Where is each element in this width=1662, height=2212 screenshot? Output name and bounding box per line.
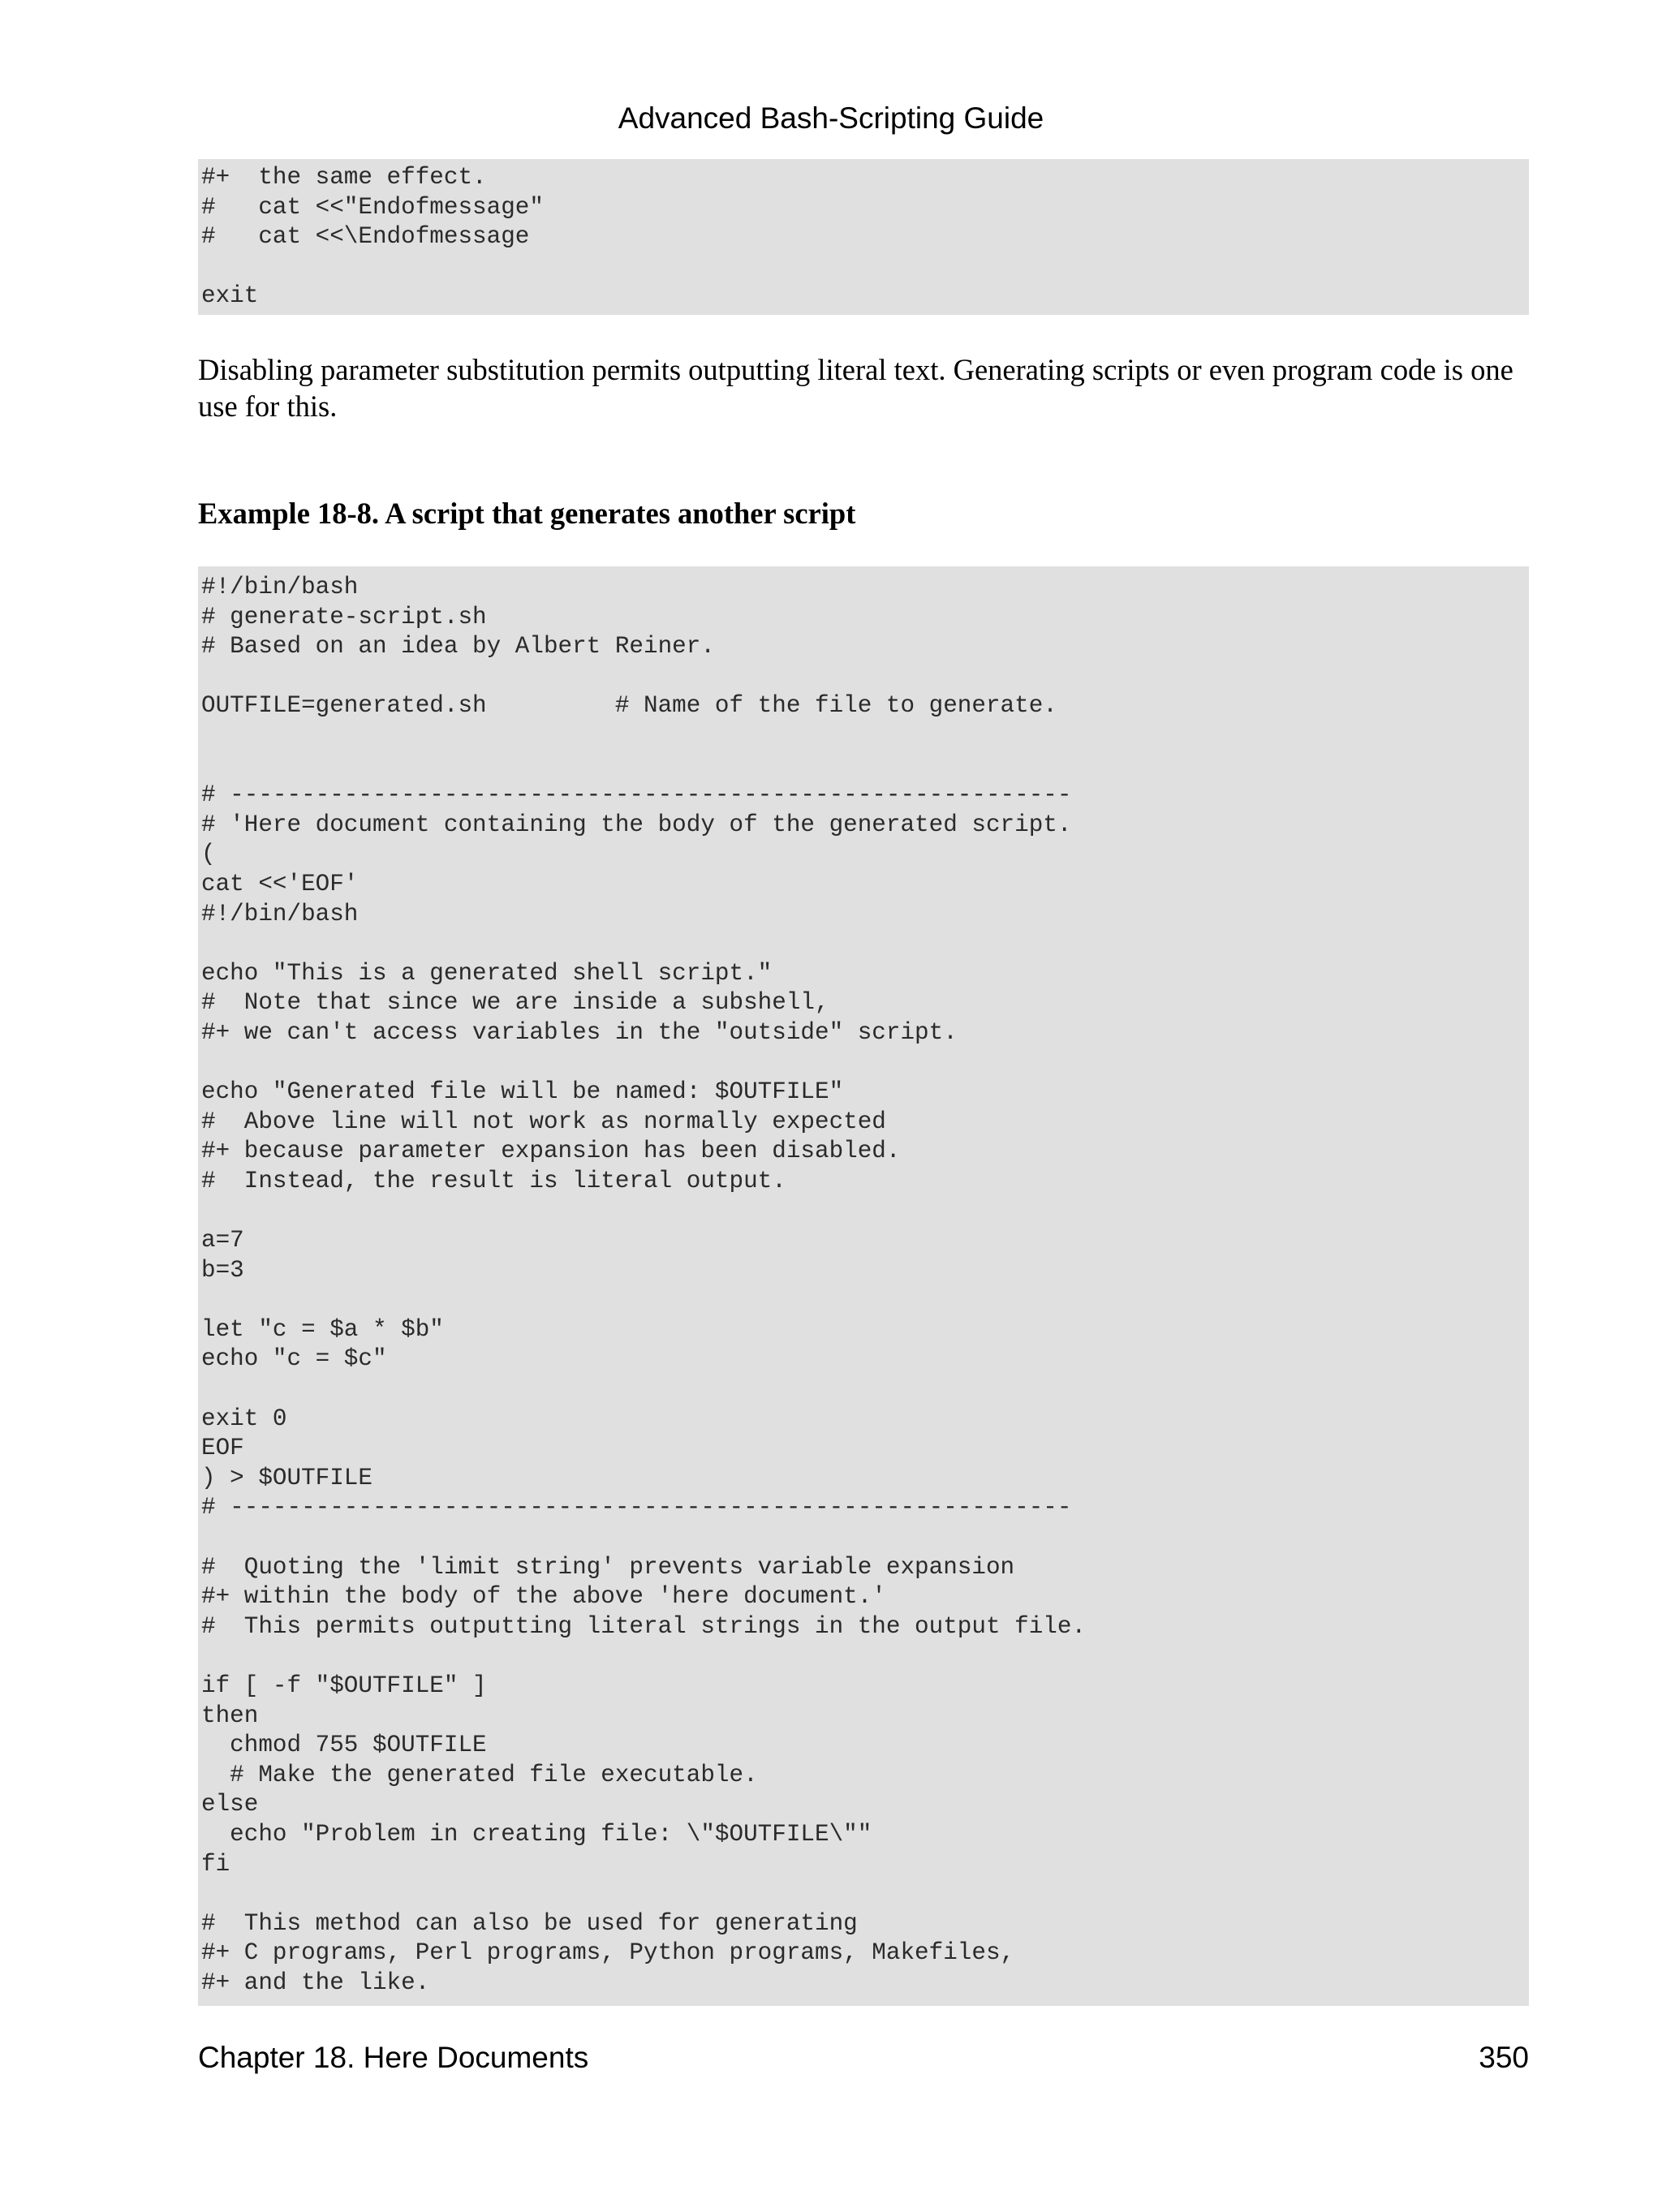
example-title: Example 18-8. A script that generates another script [198, 497, 856, 530]
footer-page-number: 350 [1479, 2041, 1529, 2074]
body-paragraph: Disabling parameter substitution permits outputting literal text. Generating scripts or even program code is one use for this. [198, 353, 1513, 423]
page-header-title: Advanced Bash-Scripting Guide [618, 101, 1044, 135]
code-block-continued: #+ the same effect. # cat <<"Endofmessage" # cat <<\Endofmessage exit [198, 159, 1529, 315]
footer-chapter: Chapter 18. Here Documents [198, 2041, 589, 2074]
code-block-generate-script: #!/bin/bash # generate-script.sh # Based on an idea by Albert Reiner. OUTFILE=generated.sh # Name of the file to generate. # ----------------------------------------------------------- # 'Here document containing the body of the generated script. ( cat <<'EOF' #!/bin/bash echo "This is a generated shell script." # Note that since we are inside a subshell, #+ we can't access variables in the "outside" script. echo "Generated file will be named: $OUTFILE" # Above line will not work as normally expected #+ because parameter expansion has been disabled. # Instead, the result is literal output. a=7 b=3 let "c = $a * $b" echo "c = $c" exit 0 EOF ) > $OUTFILE # ----------------------------------------------------------- # Quoting the 'limit string' prevents variable expansion #+ within the body of the above 'here document.' # This permits outputting literal strings in the output file. if [ -f "$OUTFILE" ] then chmod 755 $OUTFILE # Make the generated file executable. else echo "Problem in creating file: \"$OUTFILE\"" fi # This method can also be used for generating #+ C programs, Perl programs, Python programs, Makefiles, #+ and the like. [198, 566, 1529, 2006]
